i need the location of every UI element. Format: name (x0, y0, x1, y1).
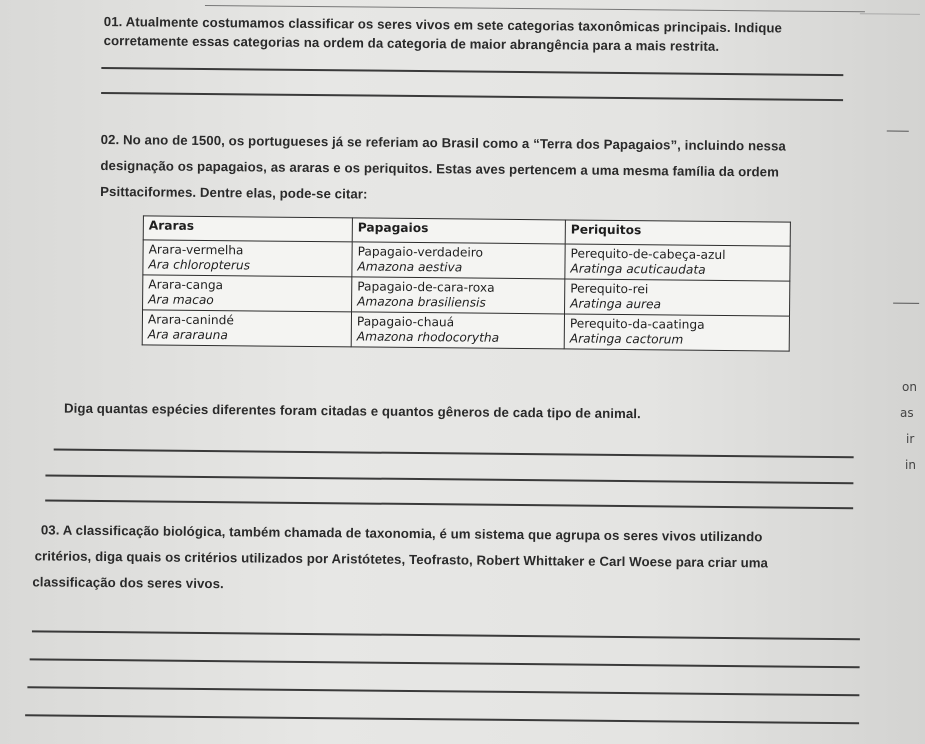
table-cell (142, 310, 351, 347)
table-cell (351, 312, 564, 349)
scientific-name: Aratinga acuticaudata (570, 261, 706, 277)
common-name: Papagaio-chauá (356, 314, 455, 330)
common-name: Perequito-da-caatinga (569, 316, 705, 332)
scientific-name: Aratinga aurea (570, 296, 662, 312)
question-02-line-1: 02. No ano de 1500, os portugueses já se referiam ao Brasil como a “Terra dos Papagaios”, incluindo nessa (100, 131, 786, 154)
table-cell (352, 242, 565, 279)
scientific-name: Amazona rhodocorytha (356, 329, 500, 345)
question-03-line-2: critérios, diga quais os critérios utilizados por Aristótetes, Teofrasto, Robert Whittaker e Carl Woese para criar uma (34, 548, 769, 571)
table-header-periquitos: Periquitos (565, 220, 790, 246)
answer-line-03-c (27, 686, 859, 695)
top-border-line-2 (860, 13, 920, 15)
common-name: Perequito-rei (570, 281, 649, 297)
answer-line-03-a (32, 630, 860, 639)
question-03-line-1: 03. A classificação biológica, também chamada de taxonomia, é um sistema que agrupa os seres vivos utilizando (40, 522, 763, 545)
table-cell (565, 244, 790, 281)
answer-line-01-b (101, 92, 843, 101)
common-name: Perequito-de-cabeça-azul (570, 246, 726, 262)
common-name: Arara-canindé (147, 312, 234, 328)
table-cell (143, 240, 352, 277)
answer-line-02-b (45, 474, 853, 483)
table-cell (564, 314, 789, 351)
answer-line-01-a (101, 67, 843, 76)
answer-line-03-d (25, 714, 859, 724)
psittaciformes-table (142, 215, 791, 351)
table-cell (143, 275, 352, 312)
common-name: Papagaio-verdadeiro (357, 244, 484, 260)
scientific-name: Aratinga cactorum (569, 331, 684, 347)
table-header-papagaios: Papagaios (352, 218, 565, 244)
table-row (142, 310, 789, 351)
table-cell (352, 277, 565, 314)
margin-mark (893, 303, 919, 304)
table-cell (565, 279, 790, 316)
answer-line-03-b (30, 658, 860, 667)
common-name: Arara-canga (148, 277, 224, 293)
table-header-araras: Araras (143, 216, 352, 242)
scientific-name: Ara chloropterus (148, 257, 251, 273)
margin-fragment: on (902, 380, 917, 394)
question-03-line-3: classificação dos seres vivos. (32, 574, 224, 592)
answer-line-02-c (45, 499, 853, 508)
scientific-name: Ara ararauna (147, 327, 228, 343)
margin-fragment: as (900, 406, 914, 420)
common-name: Papagaio-de-cara-roxa (357, 279, 495, 295)
question-01-line-2: corretamente essas categorias na ordem da categoria de maior abrangência para a mais restrita. (103, 32, 720, 54)
top-border-line (205, 5, 865, 12)
margin-fragment: ir (906, 432, 915, 446)
scientific-name: Amazona brasiliensis (357, 294, 486, 310)
answer-line-02-a (54, 449, 854, 458)
common-name: Arara-vermelha (148, 242, 244, 258)
scientific-name: Ara macao (148, 292, 214, 308)
question-02-line-3: Psittaciformes. Dentre elas, pode-se citar: (100, 183, 368, 202)
question-02-prompt: Diga quantas espécies diferentes foram citadas e quantos gêneros de cada tipo de animal. (64, 400, 641, 422)
question-01-line-1: 01. Atualmente costumamos classificar os seres vivos em sete categorias taxonômicas principais. Indique (103, 13, 783, 36)
question-02-line-2: designação os papagaios, as araras e os periquitos. Estas aves pertencem a uma mesma família da ordem (100, 157, 780, 180)
scientific-name: Amazona aestiva (357, 259, 463, 275)
margin-fragment: in (905, 458, 916, 472)
margin-mark (887, 131, 909, 132)
